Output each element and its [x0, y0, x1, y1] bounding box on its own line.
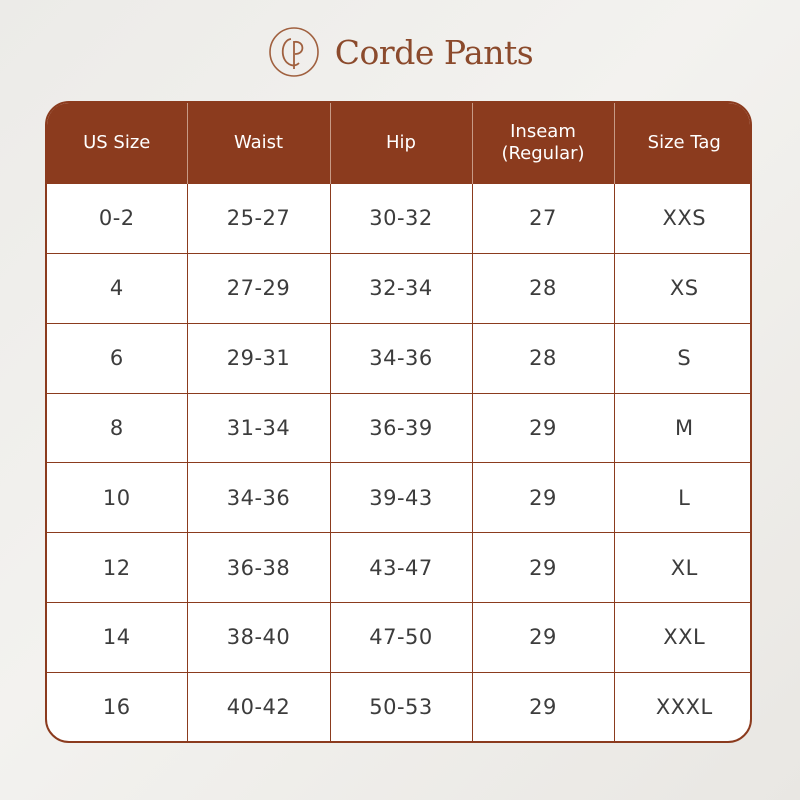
us-size-cell: 0-2: [47, 184, 187, 254]
waist-cell: 25-27: [187, 184, 330, 254]
table-row: [47, 253, 752, 323]
header-us-size: US Size: [47, 103, 187, 184]
hip-cell: 50-53: [330, 672, 472, 741]
inseam-cell: 28: [472, 323, 614, 393]
inseam-cell: 29: [472, 603, 614, 673]
header-waist: Waist: [187, 103, 330, 184]
inseam-cell: 28: [472, 253, 614, 323]
table-header-row: [47, 103, 752, 184]
waist-cell: 38-40: [187, 603, 330, 673]
inseam-cell: 29: [472, 463, 614, 533]
hip-cell: 39-43: [330, 463, 472, 533]
us-size-cell: 4: [47, 253, 187, 323]
inseam-cell: 27: [472, 184, 614, 254]
table-row: [47, 672, 752, 741]
waist-cell: 34-36: [187, 463, 330, 533]
inseam-cell: 29: [472, 672, 614, 741]
hip-cell: 32-34: [330, 253, 472, 323]
size-tag-cell: M: [614, 393, 752, 463]
waist-cell: 40-42: [187, 672, 330, 741]
waist-cell: 31-34: [187, 393, 330, 463]
header-size-tag: Size Tag: [614, 103, 752, 184]
waist-cell: 36-38: [187, 533, 330, 603]
size-tag-cell: XXS: [614, 184, 752, 254]
brand-header: [0, 22, 800, 82]
table-row: [47, 463, 752, 533]
hip-cell: 30-32: [330, 184, 472, 254]
header-inseam: Inseam (Regular): [472, 103, 614, 184]
size-tag-cell: XS: [614, 253, 752, 323]
size-tag-cell: L: [614, 463, 752, 533]
cp-monogram-icon: [267, 25, 321, 79]
hip-cell: 34-36: [330, 323, 472, 393]
header-hip: Hip: [330, 103, 472, 184]
brand-name: Corde Pants: [334, 32, 534, 72]
us-size-cell: 8: [47, 393, 187, 463]
table-row: [47, 184, 752, 254]
hip-cell: 36-39: [330, 393, 472, 463]
us-size-cell: 14: [47, 603, 187, 673]
table-row: [47, 603, 752, 673]
size-tag-cell: XXL: [614, 603, 752, 673]
table-row: [47, 323, 752, 393]
us-size-cell: 10: [47, 463, 187, 533]
hip-cell: 43-47: [330, 533, 472, 603]
us-size-cell: 6: [47, 323, 187, 393]
us-size-cell: 12: [47, 533, 187, 603]
size-tag-cell: XXXL: [614, 672, 752, 741]
us-size-cell: 16: [47, 672, 187, 741]
waist-cell: 29-31: [187, 323, 330, 393]
inseam-cell: 29: [472, 533, 614, 603]
inseam-cell: 29: [472, 393, 614, 463]
size-chart-table: [45, 101, 752, 743]
table-row: [47, 533, 752, 603]
waist-cell: 27-29: [187, 253, 330, 323]
size-tag-cell: XL: [614, 533, 752, 603]
size-tag-cell: S: [614, 323, 752, 393]
hip-cell: 47-50: [330, 603, 472, 673]
table-row: [47, 393, 752, 463]
